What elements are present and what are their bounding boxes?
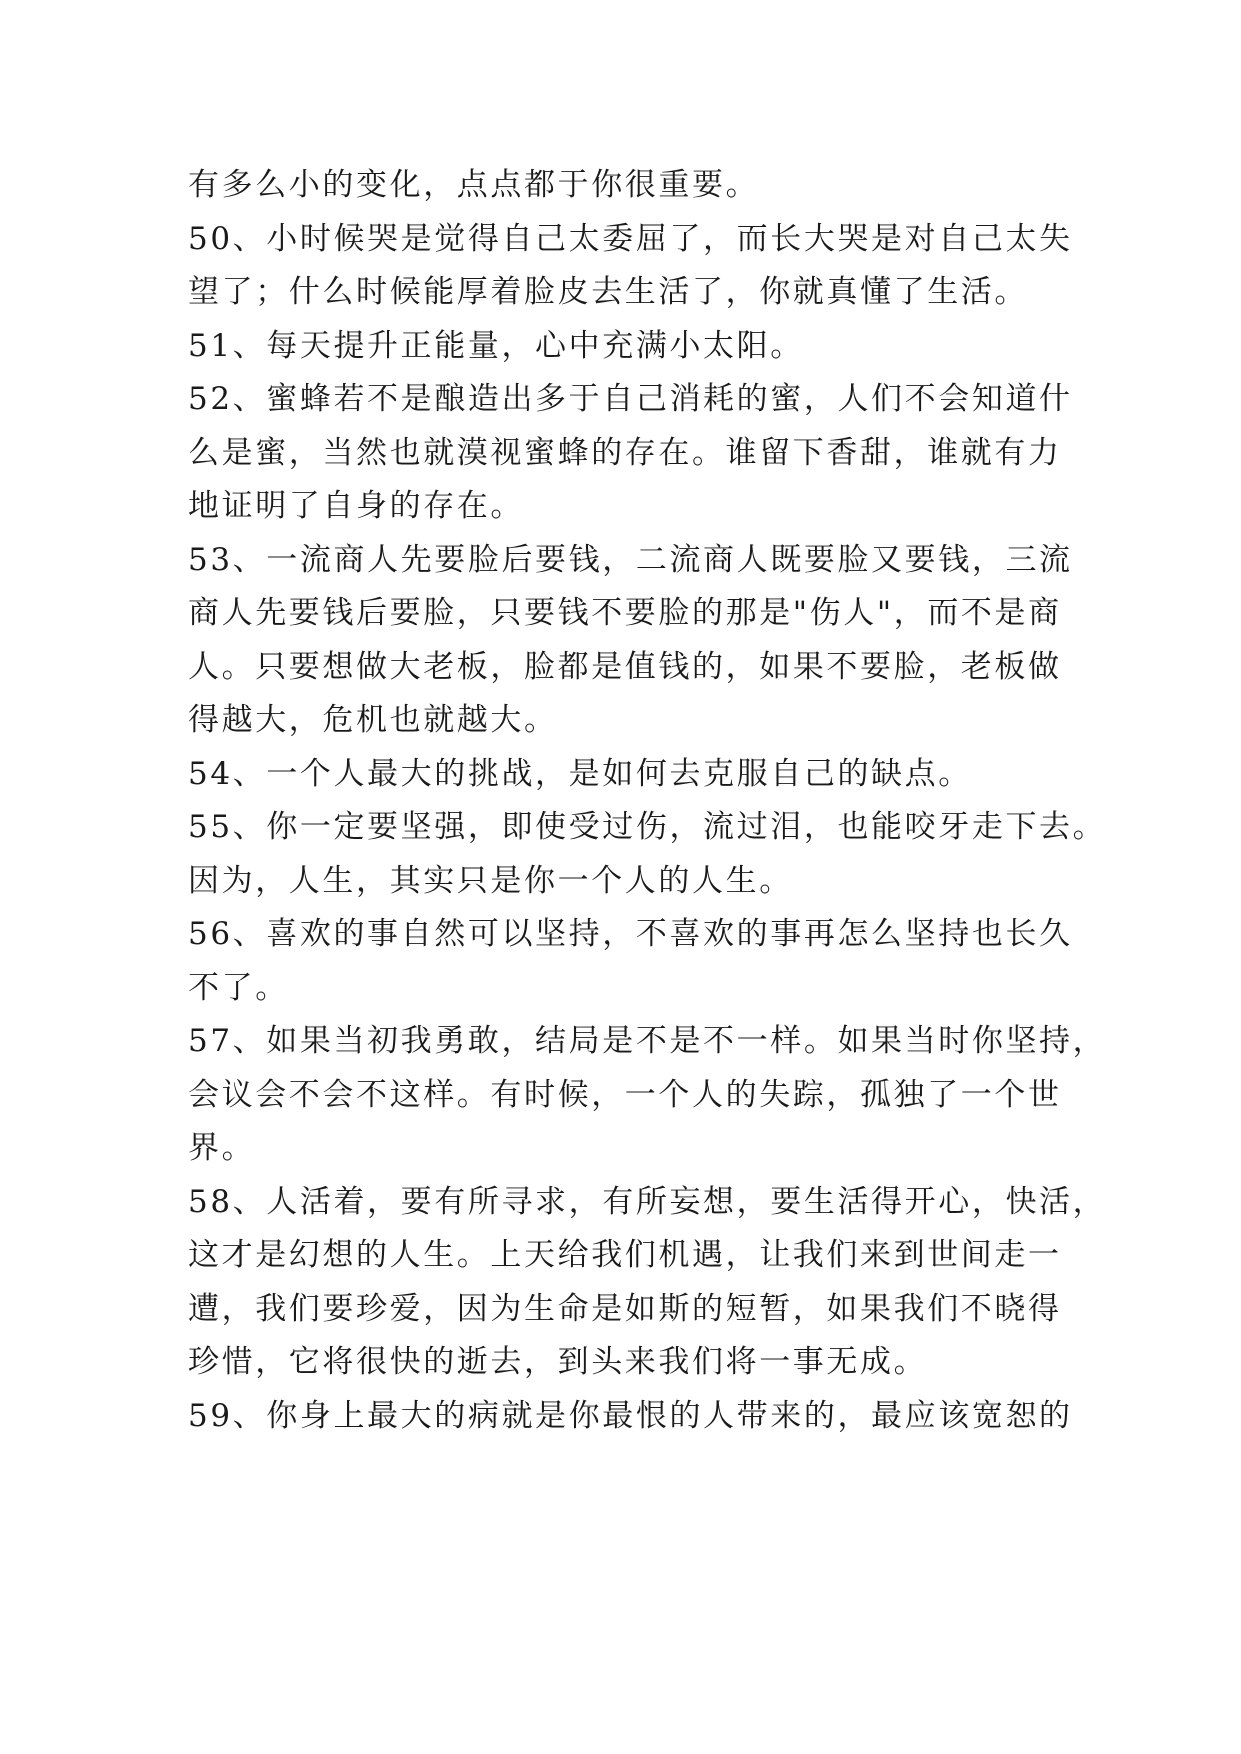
- text-line: 56、喜欢的事自然可以坚持，不喜欢的事再怎么坚持也长久: [188, 916, 1073, 952]
- text-line: 么是蜜，当然也就漠视蜜蜂的存在。谁留下香甜，谁就有力: [188, 434, 1062, 471]
- text-line: 59、你身上最大的病就是你最恨的人带来的，最应该宽恕的: [188, 1397, 1073, 1434]
- text-line: 55、你一定要坚强，即使受过伤，流过泪，也能咬牙走下去。: [188, 809, 1107, 845]
- text-line: 有多么小的变化，点点都于你很重要。: [188, 167, 760, 203]
- text-line: 52、蜜蜂若不是酿造出多于自己消耗的蜜，人们不会知道什: [188, 381, 1073, 417]
- text-line: 地证明了自身的存在。: [188, 488, 524, 524]
- text-line: 54、一个人最大的挑战，是如何去克服自己的缺点。: [188, 755, 972, 792]
- text-line: 57、如果当初我勇敢，结局是不是不一样。如果当时你坚持，: [188, 1023, 1107, 1059]
- text-line: 商人先要钱后要脸，只要钱不要脸的那是"伤人"，而不是商: [188, 595, 1062, 631]
- text-line: 50、小时候哭是觉得自己太委屈了，而长大哭是对自己太失: [188, 220, 1073, 257]
- document-body-text: [188, 159, 1107, 1443]
- text-line: 因为，人生，其实只是你一个人的人生。: [188, 862, 793, 899]
- text-line: 不了。: [188, 969, 289, 1006]
- text-line: 这才是幻想的人生。上天给我们机遇，让我们来到世间走一: [188, 1237, 1062, 1273]
- text-line: 人。只要想做大老板，脸都是值钱的，如果不要脸，老板做: [188, 648, 1062, 685]
- text-line: 58、人活着，要有所寻求，有所妄想，要生活得开心，快活，: [188, 1183, 1107, 1220]
- text-line: 53、一流商人先要脸后要钱，二流商人既要脸又要钱，三流: [188, 541, 1073, 578]
- text-line: 界。: [188, 1130, 256, 1166]
- text-line: 遭，我们要珍爱，因为生命是如斯的短暂，如果我们不晓得: [188, 1290, 1062, 1327]
- text-line: 得越大，危机也就越大。: [188, 702, 558, 738]
- text-line: 51、每天提升正能量，心中充满小太阳。: [188, 327, 804, 364]
- text-line: 会议会不会不这样。有时候，一个人的失踪，孤独了一个世: [188, 1076, 1062, 1113]
- text-line: 望了；什么时候能厚着脸皮去生活了，你就真懂了生活。: [188, 274, 1028, 310]
- text-line: 珍惜，它将很快的逝去，到头来我们将一事无成。: [188, 1344, 928, 1380]
